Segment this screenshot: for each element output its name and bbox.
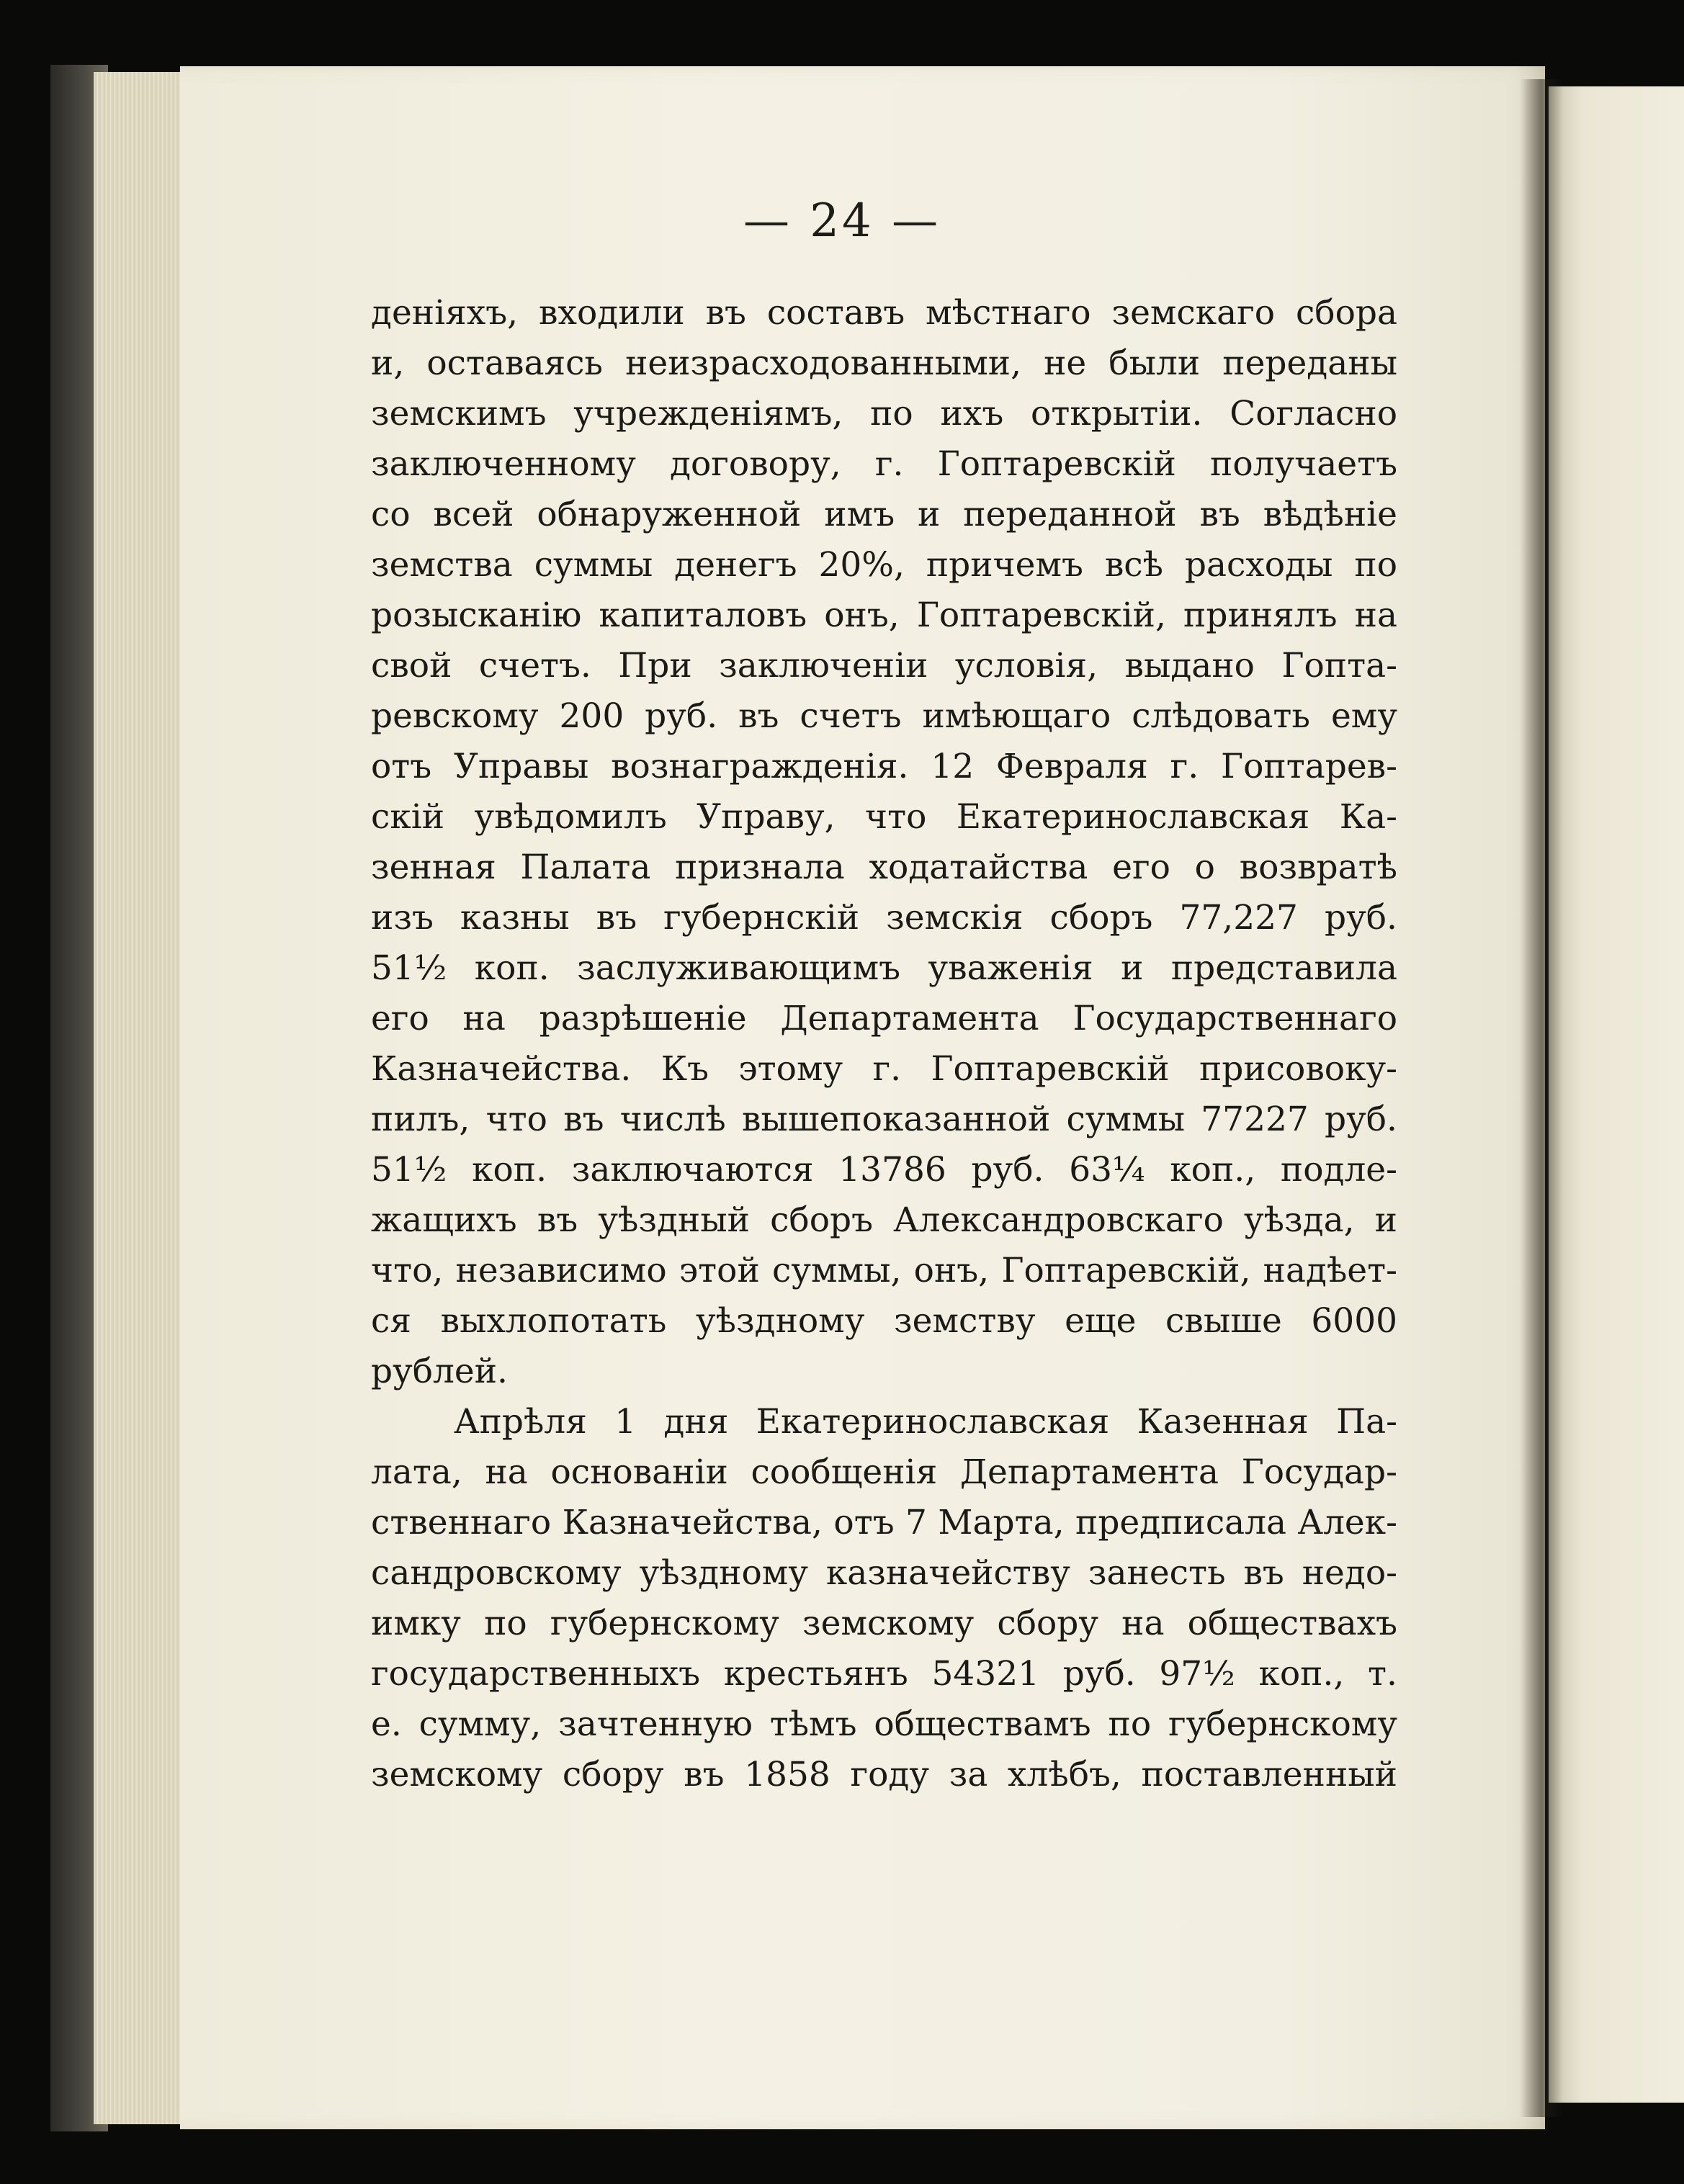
text-line: ственнаго Казначейства, отъ 7 Марта, предписала Алек- xyxy=(371,1503,1397,1542)
text-line: земскимъ учрежденіямъ, по ихъ открытіи. Согласно xyxy=(371,394,1397,433)
text-line: 51½ коп. заслуживающимъ уваженія и представила xyxy=(371,948,1397,988)
text-line: 51½ коп. заключаются 13786 руб. 63¼ коп., подле- xyxy=(371,1150,1397,1190)
page-text xyxy=(371,288,1397,1800)
text-line: пилъ, что въ числѣ вышепоказанной суммы 77227 руб. xyxy=(371,1100,1397,1139)
text-line: лата, на основаніи сообщенія Департамента Государ- xyxy=(371,1452,1397,1492)
text-line: заключенному договору, г. Гоптаревскій получаетъ xyxy=(371,444,1397,484)
text-line: имку по губернскому земскому сбору на обществахъ xyxy=(371,1604,1397,1643)
page-number: — 24 — xyxy=(743,194,941,248)
text-line: Казначейства. Къ этому г. Гоптаревскій присовоку- xyxy=(371,1049,1397,1089)
text-line-paragraph-end: рублей. xyxy=(371,1352,508,1391)
text-line: ся выхлопотать уѣздному земству еще свыше 6000 xyxy=(371,1301,1397,1341)
text-line: жащихъ въ уѣздный сборъ Александровскаго уѣзда, и xyxy=(371,1200,1397,1240)
text-line: изъ казны въ губернскій земскія сборъ 77,227 руб. xyxy=(371,898,1397,938)
text-line: и, оставаясь неизрасходованными, не были переданы xyxy=(371,343,1397,383)
text-line: земскому сбору въ 1858 году за хлѣбъ, поставленный xyxy=(371,1755,1397,1794)
text-line: деніяхъ, входили въ составъ мѣстнаго земскаго сбора xyxy=(371,293,1397,333)
facing-page-edge xyxy=(1549,86,1684,2103)
text-line: свой счетъ. При заключеніи условія, выдано Гопта- xyxy=(371,646,1397,686)
text-line: земства суммы денегъ 20%, причемъ всѣ расходы по xyxy=(371,545,1397,585)
text-line: зенная Палата признала ходатайства его о возвратѣ xyxy=(371,848,1397,887)
text-line: его на разрѣшеніе Департамента Государственнаго xyxy=(371,999,1397,1038)
text-line: сандровскому уѣздному казначейству занесть въ недо- xyxy=(371,1553,1397,1593)
text-line: ревскому 200 руб. въ счетъ имѣющаго слѣдовать ему xyxy=(371,696,1397,736)
text-line: розысканію капиталовъ онъ, Гоптаревскій, принялъ на xyxy=(371,596,1397,635)
text-line: что, независимо этой суммы, онъ, Гоптаревскій, надѣет- xyxy=(371,1251,1397,1290)
text-line: государственныхъ крестьянъ 54321 руб. 97½ коп., т. xyxy=(371,1654,1397,1694)
text-line: со всей обнаруженной имъ и переданной въ вѣдѣніе xyxy=(371,495,1397,534)
text-line-paragraph-start: Апрѣля 1 дня Екатеринославская Казенная Па- xyxy=(454,1402,1397,1442)
text-line: е. сумму, зачтенную тѣмъ обществамъ по губернскому xyxy=(371,1704,1397,1744)
gutter-shadow xyxy=(1520,79,1563,2117)
text-line: скій увѣдомилъ Управу, что Екатеринославская Ка- xyxy=(371,797,1397,837)
text-line: отъ Управы вознагражденія. 12 Февраля г. Гоптарев- xyxy=(371,747,1397,786)
